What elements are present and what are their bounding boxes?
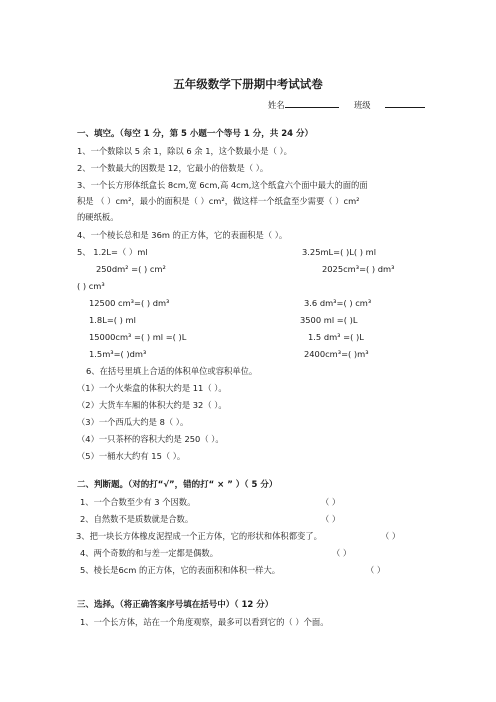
section3-header: 三、选择。（将正确答案序号填在括号中）（ 12 分） xyxy=(77,600,274,610)
s1-q4: 4、一个棱长总和是 36m 的正方体，它的表面积是（ ）。 xyxy=(77,230,288,240)
exam-title: 五年级数学下册期中考试试卷 xyxy=(173,77,323,91)
section2-header: 二、判断题。（对的打“√”，错的打“ × ” ）（ 5 分） xyxy=(77,480,278,490)
s1-q5-b-cont: ( ) cm³ xyxy=(77,281,105,291)
s1-q6-item-1: （1）一个火柴盒的体积大约是 11（ ）。 xyxy=(77,383,227,393)
s1-q5-c-left: 12500 cm³=( ) dm³ xyxy=(89,298,170,308)
name-blank xyxy=(285,98,339,108)
s2-item-4-text: 4、两个奇数的和与差一定都是偶数。 xyxy=(80,548,219,558)
s1-q5-d-left: 1.8L=( ) ml xyxy=(89,315,136,325)
s1-q3-line2: 积是 （ ）cm²，最小的面积是（ ）cm²，做这样一个纸盒至少需要（ ）cm² xyxy=(77,196,360,206)
s2-item-2-paren: （ ） xyxy=(321,514,341,524)
s1-q1: 1、一个数除以 5 余 1，除以 6 余 1，这个数最小是（ ）。 xyxy=(77,146,292,156)
s3-q1: 1、一个长方体，站在一个角度观察，最多可以看到它的（ ）个面。 xyxy=(80,617,329,627)
s1-q3-line1: 3、一个长方形体纸盒长 8cm,宽 6cm,高 4cm,这个纸盒六个面中最大的面的面 xyxy=(77,180,368,190)
s1-q5-b-left: 250dm² =( ) cm² xyxy=(96,264,166,274)
s1-q6: 6、在括号里填上合适的体积单位或容积单位。 xyxy=(86,366,258,376)
s2-item-2-text: 2、自然数不是质数就是合数。 xyxy=(80,514,194,524)
s1-q5-f-right: 2400cm³=( )m³ xyxy=(304,349,369,359)
s1-q5-a-left: 5、 1.2L=（ ）ml xyxy=(77,247,148,257)
s1-q5-a-right: 3.25mL=( )L( ) ml xyxy=(302,247,376,257)
s1-q6-item-3: （3）一个西瓜大约是 8（ ）。 xyxy=(77,417,189,427)
s2-item-1-text: 1、一个合数至少有 3 个因数。 xyxy=(80,497,196,507)
section1-header: 一、填空。（每空 1 分，第 5 小题一个等号 1 分，共 24 分） xyxy=(77,129,313,139)
s1-q5-e-right: 1.5 dm³ =( )L xyxy=(308,332,364,342)
name-field xyxy=(268,98,339,111)
s1-q5-d-right: 3500 ml =( )L xyxy=(300,315,358,325)
class-blank xyxy=(385,98,425,108)
s2-item-3-paren: （ ） xyxy=(381,531,401,541)
s1-q5-c-right: 3.6 dm³=( ) cm³ xyxy=(304,298,372,308)
s1-q3-line3: 的硬纸板。 xyxy=(77,212,119,222)
s1-q6-item-5: （5）一桶水大约有 15（ ）。 xyxy=(77,451,186,461)
s1-q5-f-left: 1.5m³=( )dm³ xyxy=(89,349,147,359)
s1-q6-item-4: （4）一只茶杯的容积大约是 250（ ）。 xyxy=(77,434,224,444)
s2-item-1-paren: （ ） xyxy=(321,497,341,507)
s2-item-5-paren: （ ） xyxy=(366,565,386,575)
s1-q5-b-right: 2025cm³=( ) dm³ xyxy=(322,264,395,274)
class-field xyxy=(354,98,425,111)
s2-item-5-text: 5、棱长是6cm 的正方体，它的表面积和体积一样大。 xyxy=(80,565,281,575)
s1-q6-item-2: （2）大货车车厢的体积大约是 32（ ）。 xyxy=(77,400,227,410)
s1-q5-e-left: 15000cm³ =( ) ml =( )L xyxy=(89,332,187,342)
name-label: 姓名 xyxy=(268,100,285,110)
s2-item-4-paren: （ ） xyxy=(332,548,352,558)
s2-item-3-text: 3、把一块长方体橡皮泥捏成一个正方体，它的形状和体积都变了。 xyxy=(76,531,322,541)
class-label: 班级 xyxy=(354,100,371,110)
s1-q2: 2、一个数最大的因数是 12，它最小的倍数是（ ）。 xyxy=(77,163,269,173)
